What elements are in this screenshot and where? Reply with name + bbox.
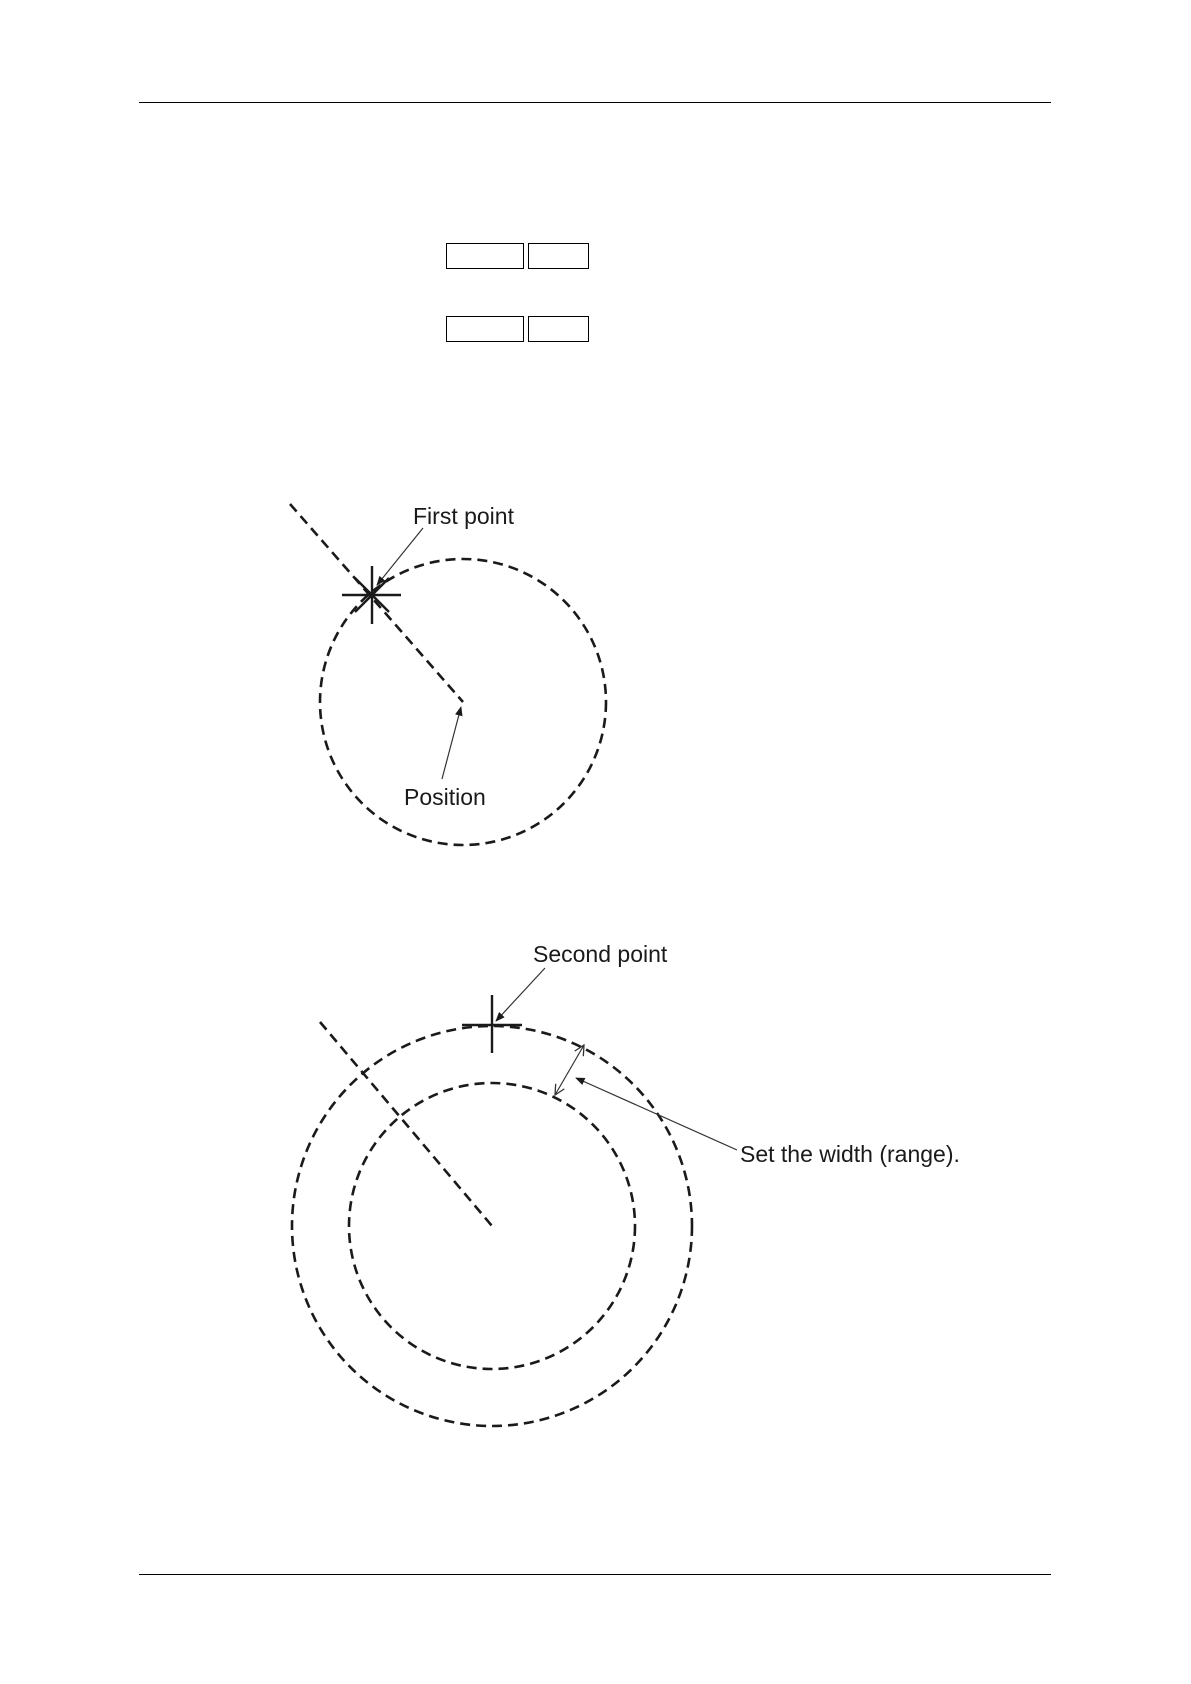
first-point-leader [377, 528, 423, 585]
second-point-leader [496, 968, 545, 1021]
width-leader [576, 1078, 737, 1150]
second-point-label: Second point [533, 941, 668, 967]
bearing-line [290, 504, 463, 702]
bearing-line-2 [320, 1022, 492, 1226]
width-label: Set the width (range). [740, 1141, 960, 1167]
outer-range-circle [292, 1026, 692, 1426]
first-point-cross-icon [342, 566, 401, 624]
figure-2 [292, 941, 960, 1426]
figure-1 [290, 503, 606, 845]
position-label: Position [404, 784, 486, 810]
first-point-label: First point [413, 503, 514, 529]
inner-range-circle [349, 1083, 635, 1369]
second-point-cross-icon [462, 995, 522, 1053]
width-dimension-arrow [555, 1045, 584, 1095]
position-leader [442, 707, 461, 779]
footer-rule [139, 1574, 1051, 1575]
